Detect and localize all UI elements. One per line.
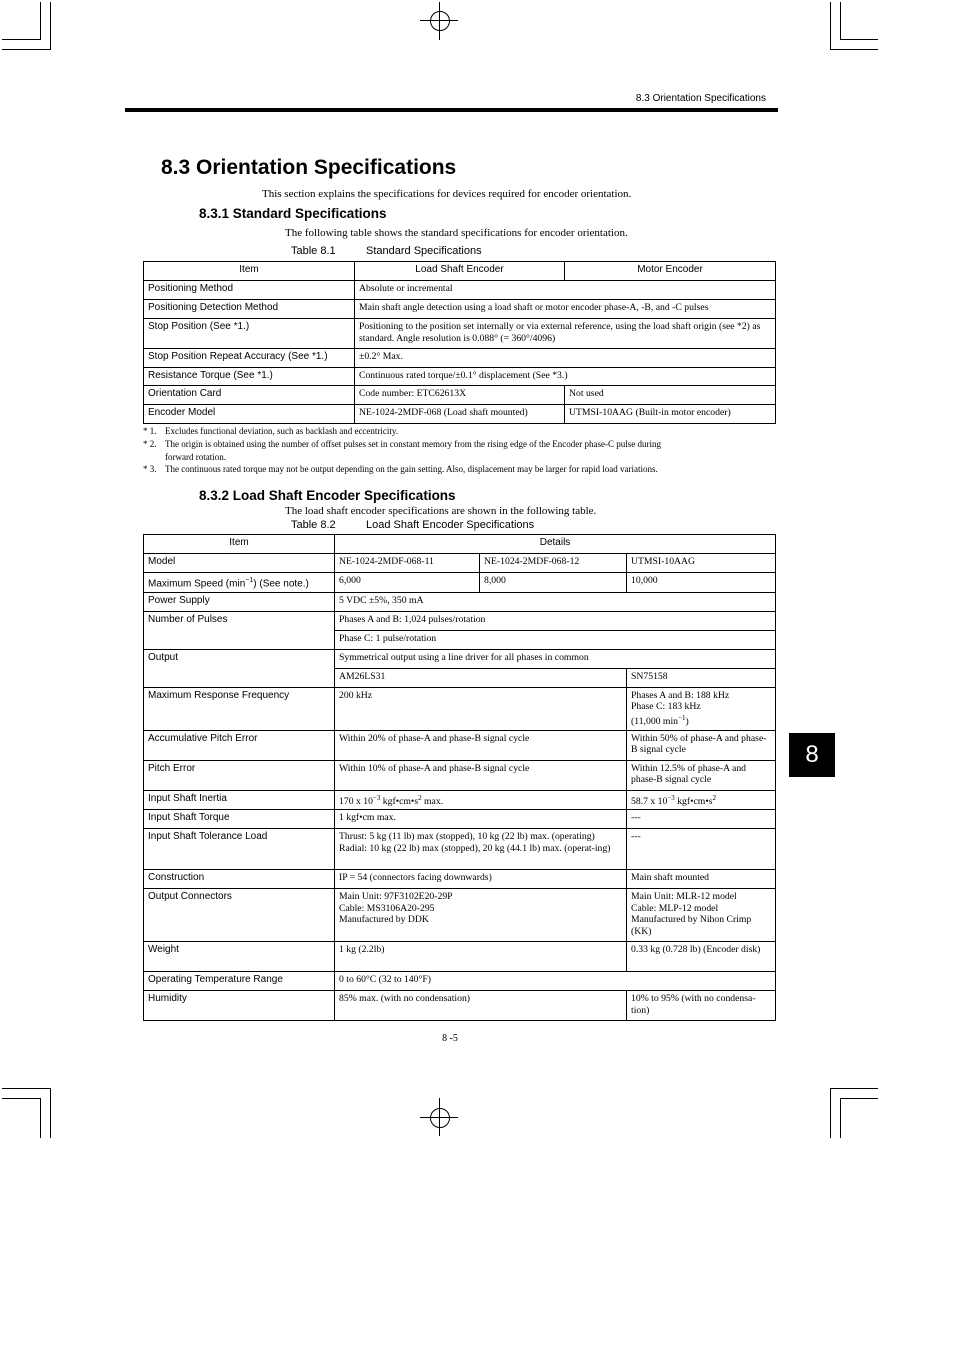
crop-mark: [50, 2, 51, 50]
value-text: kgf•cm•s: [380, 795, 419, 807]
superscript: 2: [418, 793, 422, 802]
crop-mark: [830, 49, 878, 50]
row-item: Stop Position (See *1.): [144, 319, 355, 349]
value-text: 58.7 x 10: [631, 795, 668, 807]
value-line: Radial: 10 kg (22 lb) max (stopped), 20 kg (44.1 lb) max. (operat-ing): [339, 842, 611, 854]
footnote-text: The origin is obtained using the number of offset pulses set in constant memory from the rising edge of the Encoder phase-C pulse during forward rotation.: [165, 439, 661, 462]
subsection-heading: 8.3.2 Load Shaft Encoder Specifications: [199, 488, 456, 503]
row-item: [144, 573, 335, 593]
row-value: NE-1024-2MDF-068-12: [480, 554, 627, 573]
item-text: ) (See note.): [253, 578, 309, 590]
section-intro: This section explains the specifications for devices required for encoder orientation.: [262, 188, 632, 200]
value-line: Cable: MS3106A20-295: [339, 902, 435, 914]
row-item: Orientation Card: [144, 386, 355, 405]
row-value: ---: [627, 810, 776, 829]
value-line: Thrust: 5 kg (11 lb) max (stopped), 10 kg (22 lb) max. (operating): [339, 831, 595, 843]
value-line: [631, 713, 771, 728]
row-value: ---: [627, 829, 776, 870]
row-value: Main shaft angle detection using a load shaft or motor encoder phase-A, -B, and -C pulses: [355, 300, 776, 319]
row-value: NE-1024-2MDF-068-11: [335, 554, 480, 573]
row-value: Positioning to the position set internally or via external reference, using the load shaft origin (see *2) as standard. Angle resolution is 0.088° (= 360°/4096): [355, 319, 776, 349]
table-caption-number: Table 8.1: [291, 245, 336, 257]
row-item: Stop Position Repeat Accuracy (See *1.): [144, 349, 355, 368]
row-value: 1 kgf•cm max.: [335, 810, 627, 829]
value-text: max.: [421, 795, 444, 807]
column-header: Details: [335, 535, 776, 554]
row-value: AM26LS31: [335, 668, 627, 687]
value-text: 170 x 10: [339, 795, 373, 807]
row-value: [627, 889, 776, 942]
crop-mark: [840, 1098, 878, 1099]
running-header: 8.3 Orientation Specifications: [635, 93, 766, 104]
row-item: Output: [144, 649, 335, 687]
registration-mark: [420, 1117, 458, 1118]
crop-mark: [50, 1088, 51, 1138]
table-caption-title: Standard Specifications: [366, 245, 482, 257]
footnote-marker: * 3.: [143, 464, 157, 474]
chapter-tab[interactable]: 8: [789, 733, 835, 777]
subsection-intro: The following table shows the standard specifications for encoder orientation.: [285, 227, 628, 239]
row-item: Output Connectors: [144, 889, 335, 942]
superscript: −3: [667, 793, 675, 802]
registration-mark: [430, 1108, 450, 1128]
standard-spec-table: [143, 261, 776, 424]
row-value: [335, 889, 627, 942]
table-caption-number: Table 8.2: [291, 519, 336, 531]
row-item: Positioning Detection Method: [144, 300, 355, 319]
superscript: −3: [372, 793, 381, 802]
row-value: Within 10% of phase-A and phase-B signal cycle: [335, 760, 627, 790]
value-line: Main Unit: 97F3102E20-29P: [339, 891, 453, 903]
load-shaft-encoder-table: [143, 534, 776, 1021]
crop-mark: [2, 1098, 40, 1099]
row-item: Input Shaft Torque: [144, 810, 335, 829]
row-item: Maximum Response Frequency: [144, 687, 335, 730]
row-value: IP = 54 (connectors facing downwards): [335, 870, 627, 889]
row-value: 8,000: [480, 573, 627, 593]
row-value: UTMSI-10AAG: [627, 554, 776, 573]
value-line: Manufactured by DDK: [339, 914, 429, 926]
page-title: 8.3 Orientation Specifications: [161, 156, 457, 179]
row-value: Within 12.5% of phase-A and phase-B signal cycle: [627, 760, 776, 790]
row-value: [627, 687, 776, 730]
row-item: Resistance Torque (See *1.): [144, 368, 355, 386]
footnote-marker: * 1.: [143, 426, 157, 436]
row-value: 0 to 60°C (32 to 140°F): [335, 972, 776, 991]
value-text: (11,000 min: [631, 716, 678, 728]
value-line: Cable: MLP-12 model: [631, 902, 719, 914]
registration-mark: [430, 11, 450, 31]
header-rule: [125, 108, 778, 112]
row-value: UTMSI-10AAG (Built-in motor encoder): [565, 405, 776, 424]
row-item: Power Supply: [144, 592, 335, 611]
value-line: Main Unit: MLR-12 model: [631, 891, 737, 903]
row-value: 1 kg (2.2lb): [335, 942, 627, 972]
page-number: 8 -5: [442, 1033, 458, 1044]
footnote-text: The continuous rated torque may not be output depending on the gain setting. Also, displacement may be larger for rapid load variations.: [165, 464, 658, 474]
column-header: Item: [144, 535, 335, 554]
superscript: 2: [712, 793, 717, 802]
row-value: Main shaft mounted: [627, 870, 776, 889]
row-value: 200 kHz: [335, 687, 627, 730]
value-line: Phase C: 183 kHz: [631, 701, 701, 713]
row-value: SN75158: [627, 668, 776, 687]
row-value: Phase C: 1 pulse/rotation: [335, 630, 776, 649]
row-value: ±0.2° Max.: [355, 349, 776, 368]
crop-mark: [2, 39, 40, 40]
crop-mark: [840, 39, 878, 40]
row-value: Continuous rated torque/±0.1° displacement (See *3.): [355, 368, 776, 386]
crop-mark: [840, 2, 841, 40]
registration-mark: [439, 2, 440, 40]
crop-mark: [840, 1098, 841, 1138]
row-value: [627, 790, 776, 810]
item-text: Maximum Speed (min: [148, 578, 246, 590]
footnote-text: Excludes functional deviation, such as backlash and eccentricity.: [165, 426, 399, 436]
column-header: Load Shaft Encoder: [355, 262, 565, 281]
crop-mark: [830, 1088, 831, 1138]
crop-mark: [830, 2, 831, 50]
row-value: [335, 829, 627, 870]
value-line: Phases A and B: 188 kHz: [631, 689, 730, 701]
row-item: Number of Pulses: [144, 611, 335, 649]
row-item: Input Shaft Inertia: [144, 790, 335, 810]
value-text: kgf•cm•s: [674, 795, 713, 807]
row-item: Humidity: [144, 991, 335, 1021]
row-value: Code number: ETC62613X: [355, 386, 565, 405]
crop-mark: [2, 49, 50, 50]
row-value: [335, 790, 627, 810]
row-item: Input Shaft Tolerance Load: [144, 829, 335, 870]
crop-mark: [2, 1088, 50, 1089]
column-header: Item: [144, 262, 355, 281]
row-value: 85% max. (with no condensation): [335, 991, 627, 1021]
row-value: Within 50% of phase-A and phase-B signal cycle: [627, 730, 776, 760]
row-item: Positioning Method: [144, 281, 355, 300]
row-value: 6,000: [335, 573, 480, 593]
row-value: 0.33 kg (0.728 lb) (Encoder disk): [627, 942, 776, 972]
row-value: 10,000: [627, 573, 776, 593]
registration-mark: [420, 20, 458, 21]
subsection-intro: The load shaft encoder specifications are shown in the following table.: [285, 505, 597, 517]
value-line: Manufactured by Nihon Crimp (KK): [631, 914, 752, 937]
subsection-heading: 8.3.1 Standard Specifications: [199, 206, 387, 221]
row-item: Construction: [144, 870, 335, 889]
row-value: 5 VDC ±5%, 350 mA: [335, 592, 776, 611]
row-value: NE-1024-2MDF-068 (Load shaft mounted): [355, 405, 565, 424]
row-item: Encoder Model: [144, 405, 355, 424]
superscript: −1: [678, 713, 686, 722]
row-item: Operating Temperature Range: [144, 972, 335, 991]
crop-mark: [830, 1088, 878, 1089]
value-text: ): [685, 716, 689, 728]
row-item: Pitch Error: [144, 760, 335, 790]
table-caption-title: Load Shaft Encoder Specifications: [366, 519, 535, 531]
row-value: Not used: [565, 386, 776, 405]
crop-mark: [40, 1098, 41, 1138]
row-value: 10% to 95% (with no condensa-tion): [627, 991, 776, 1021]
row-item: Accumulative Pitch Error: [144, 730, 335, 760]
row-value: Within 20% of phase-A and phase-B signal cycle: [335, 730, 627, 760]
row-item: Model: [144, 554, 335, 573]
row-value: Absolute or incremental: [355, 281, 776, 300]
column-header: Motor Encoder: [565, 262, 776, 281]
row-value: Phases A and B: 1,024 pulses/rotation: [335, 611, 776, 630]
footnote-marker: * 2.: [143, 439, 157, 449]
crop-mark: [40, 2, 41, 40]
row-value: Symmetrical output using a line driver for all phases in common: [335, 649, 776, 668]
row-item: Weight: [144, 942, 335, 972]
superscript: −1: [245, 577, 254, 584]
